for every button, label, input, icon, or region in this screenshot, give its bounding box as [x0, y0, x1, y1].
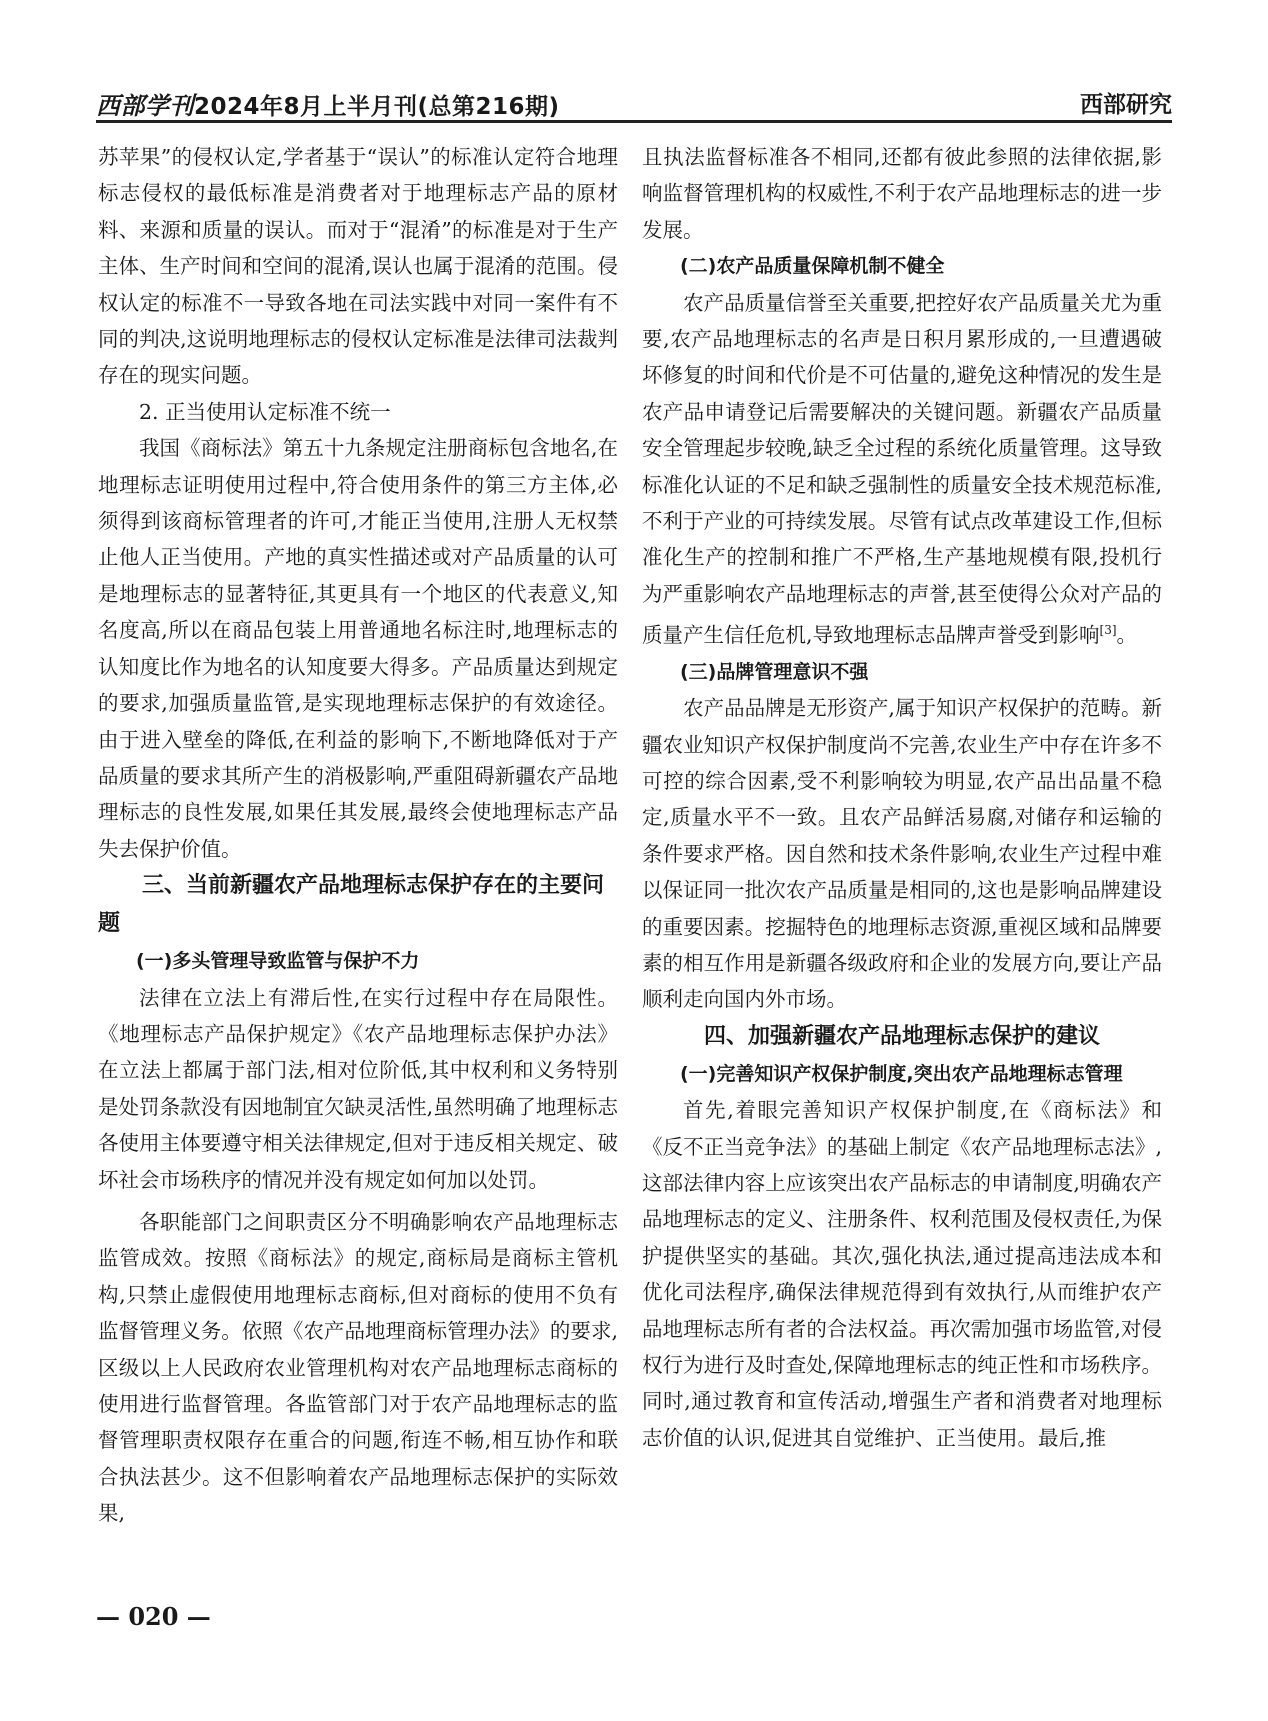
subsection-heading-1: (一)多头管理导致监管与保护不力: [136, 950, 420, 973]
page-number: — 020 —: [96, 1602, 211, 1631]
subsection-heading-3: (三)品牌管理意识不强: [680, 660, 869, 683]
paragraph: 首先,着眼完善知识产权保护制度,在《商标法》和《反不正当竞争法》的基础上制定《农产品地理标志法》,这部法律内容上应该突出农产品标志的申请制度,明确农产品地理标志的定义、注册条件、权利范围及侵权责任,为保护提供坚实的基础。其次,强化执法,通过提高违法成本和优化司法程序,确保法律规范得到有效执行,从而维护农产品地理标志所有者的合法权益。再次需加强市场监管,对侵权行为进行及时查处,保障地理标志的纯正性和市场秩序。同时,通过教育和宣传活动,增强生产者和消费者对地理标志价值的认识,促进其自觉维护、正当使用。最后,推: [642, 1098, 1162, 1450]
paragraph: 法律在立法上有滞后性,在实行过程中存在局限性。《地理标志产品保护规定》《农产品地理标志保护办法》在立法上都属于部门法,相对位阶低,其中权利和义务特别是处罚条款没有因地制宜欠缺灵活性,虽然明确了地理标志各使用主体要遵守相关法律规定,但对于违反相关规定、破坏社会市场秩序的情况并没有规定如何加以处罚。: [98, 985, 618, 1192]
running-header: [96, 84, 1172, 123]
header-left: [96, 86, 560, 121]
paragraph: 我国《商标法》第五十九条规定注册商标包含地名,在地理标志证明使用过程中,符合使用条件的第三方主体,必须得到该商标管理者的许可,才能正当使用,注册人无权禁止他人正当使用。产地的真实性描述或对产品质量的认可是地理标志的显著特征,其更具有一个地区的代表意义,知名度高,所以在商品包装上用普通地名标注时,地理标志的认知度比作为地名的认知度要大得多。产品质量达到规定的要求,加强质量监管,是实现地理标志保护的有效途径。由于进入壁垒的降低,在利益的影响下,不断地降低对于产品质量的要求其所产生的消极影响,严重阻碍新疆农产品地理标志的良性发展,如果任其发展,最终会使地理标志产品失去保护价值。: [98, 436, 618, 861]
paragraph-end: 。: [1116, 623, 1138, 648]
paragraph: 苏苹果”的侵权认定,学者基于“误认”的标准认定符合地理标志侵权的最低标准是消费者对于地理标志产品的原材料、来源和质量的误认。而对于“混淆”的标准是对于生产主体、生产时间和空间的混淆,误认也属于混淆的范围。侵权认定的标准不一导致各地在司法实践中对同一案件有不同的判决,这说明地理标志的侵权认定标准是法律司法裁判存在的现实问题。: [98, 145, 618, 388]
section-heading-3: 三、当前新疆农产品地理标志保护存在的主要问题: [98, 873, 605, 937]
paragraph-text: 农产品质量信誉至关重要,把控好农产品质量关尤为重要,农产品地理标志的名声是日积月累形成的,一旦遭遇破坏修复的时间和代价是不可估量的,避免这种情况的发生是农产品申请登记后需要解决的关键问题。新疆农产品质量安全管理起步较晚,缺乏全过程的系统化质量管理。这导致标准化认证的不足和缺乏强制性的质量安全技术规范标准,不利于产业的可持续发展。尽管有试点改革建设工作,但标准化生产的控制和推广不严格,生产基地规模有限,投机行为严重影响农产品地理标志的声誉,甚至使得公众对产品的质量产生信任危机,导致地理标志品牌声誉受到影响: [642, 290, 1162, 648]
paragraph: 且执法监督标准各不相同,还都有彼此参照的法律依据,影响监督管理机构的权威性,不利于农产品地理标志的进一步发展。: [642, 145, 1162, 242]
citation-ref: [3]: [1099, 623, 1117, 638]
journal-logo: 西部学刊: [96, 91, 194, 120]
paragraph: 农产品品牌是无形资产,属于知识产权保护的范畴。新疆农业知识产权保护制度尚不完善,农业生产中存在许多不可控的综合因素,受不利影响较为明显,农产品出品量不稳定,质量水平不一致。且农产品鲜活易腐,对储存和运输的条件要求严格。因自然和技术条件影响,农业生产过程中难以保证同一批次农产品质量是相同的,这也是影响品牌建设的重要因素。挖掘特色的地理标志资源,重视区域和品牌要素的相互作用是新疆各级政府和企业的发展方向,要让产品顺利走向国内外市场。: [642, 696, 1162, 1012]
subsection-heading-4: (一)完善知识产权保护制度,突出农产品地理标志管理: [680, 1062, 1123, 1085]
issue-info: 2024年8月上半月刊(总第216期): [194, 94, 560, 120]
left-column: [98, 139, 618, 1532]
section-title: 西部研究: [1080, 92, 1172, 118]
subheading-2: 2. 正当使用认定标准不统一: [139, 399, 391, 424]
paragraph: 各职能部门之间职责区分不明确影响农产品地理标志监管成效。按照《商标法》的规定,商标局是商标主管机构,只禁止虚假使用地理标志商标,但对商标的使用不负有监督管理义务。依照《农产品地理商标管理办法》的要求,区级以上人民政府农业管理机构对农产品地理标志商标的使用进行监督管理。各监管部门对于农产品地理标志的监督管理职责权限存在重合的问题,衔连不畅,相互协作和联合执法甚少。这不但影响着农产品地理标志保护的实际效果,: [98, 1209, 618, 1526]
right-column: [642, 139, 1162, 1456]
subsection-heading-2: (二)农产品质量保障机制不健全: [680, 255, 945, 278]
section-heading-4: 四、加强新疆农产品地理标志保护的建议: [703, 1023, 1100, 1049]
paragraph: [642, 285, 1162, 654]
